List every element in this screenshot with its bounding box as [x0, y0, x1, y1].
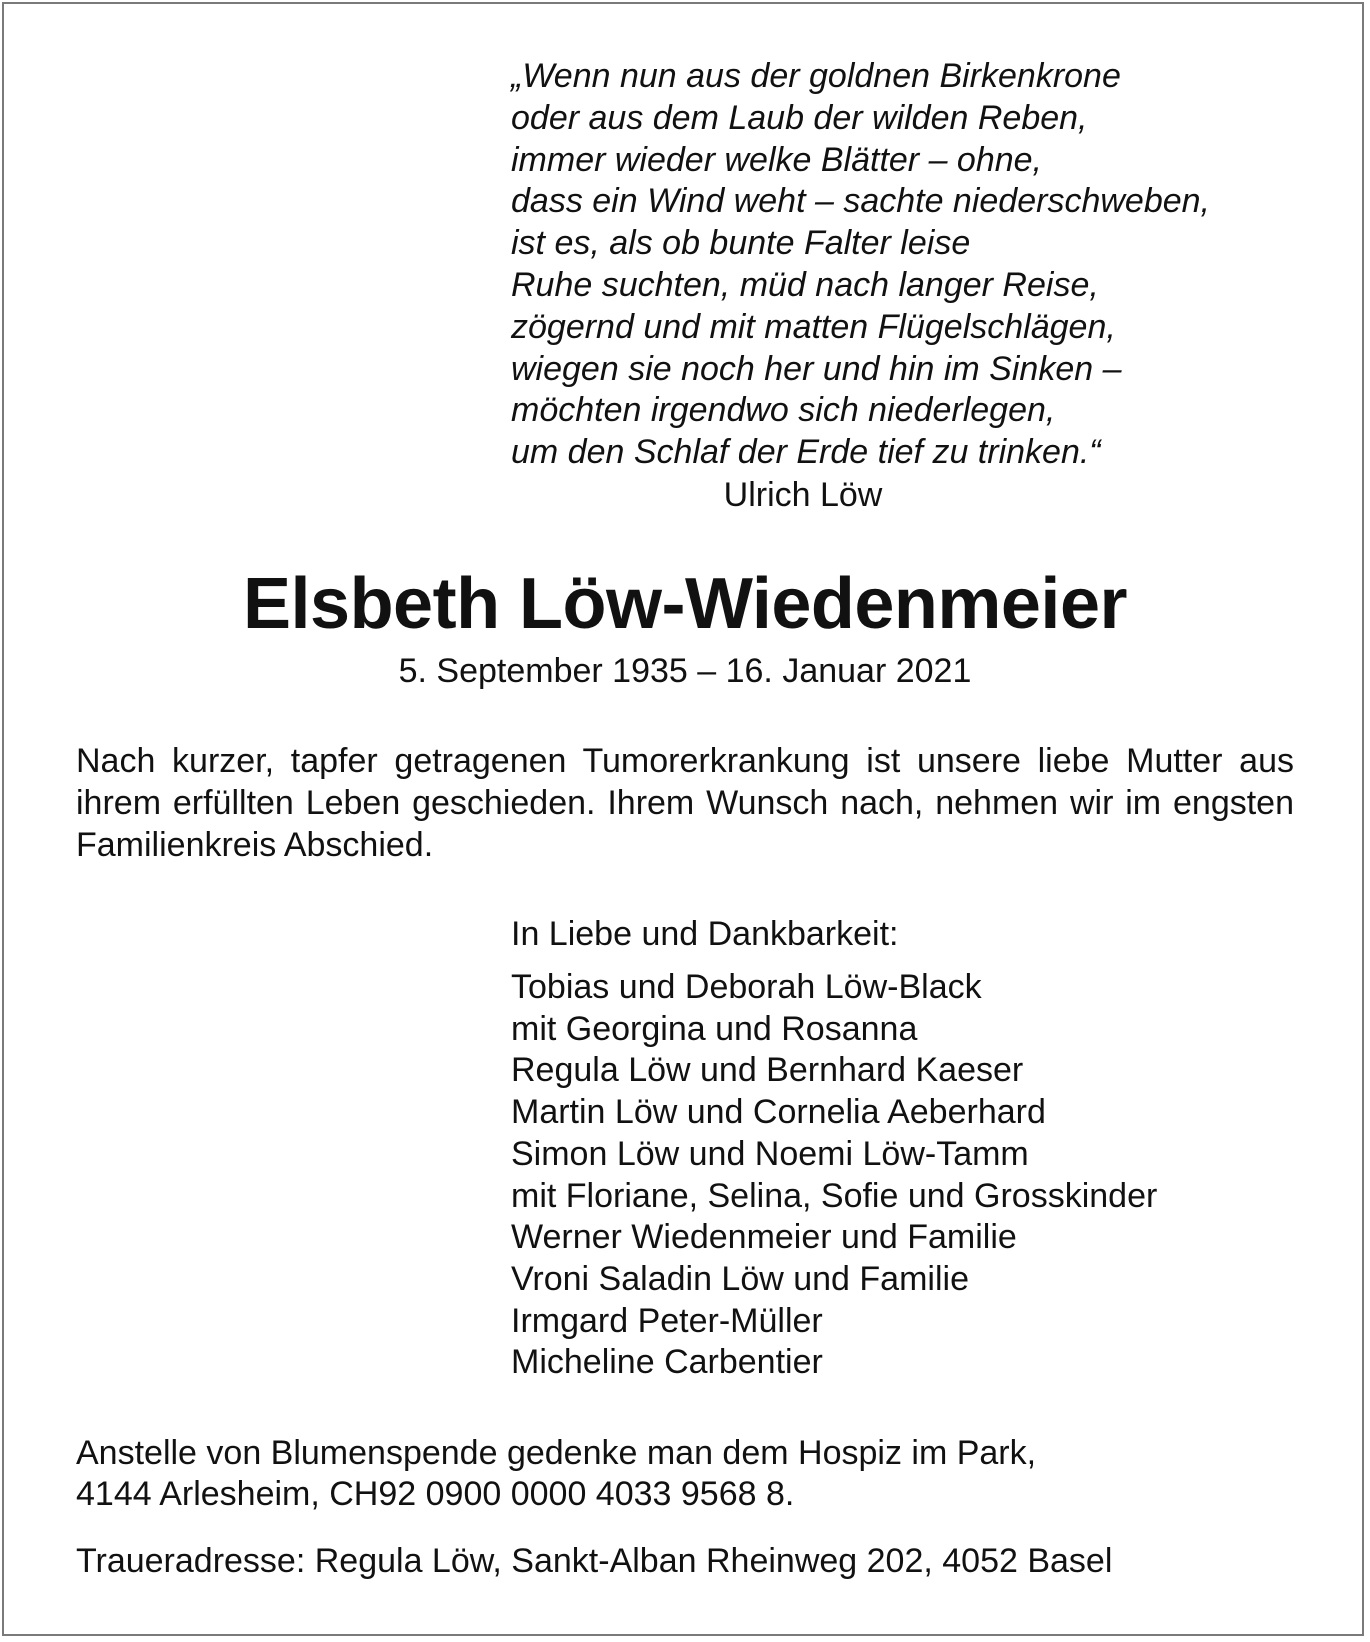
donation-account: 4144 Arlesheim, CH92 0900 0000 4033 9568 8.: [76, 1475, 795, 1513]
donation-line: Anstelle von Blumenspende gedenke man dem Hospiz im Park,: [76, 1434, 1037, 1472]
mourner-line: Werner Wiedenmeier und Familie: [511, 1218, 1017, 1257]
poem-line: Ruhe suchten, müd nach langer Reise,: [511, 265, 1099, 304]
poem-line: möchten irgendwo sich niederlegen,: [511, 391, 1056, 430]
mourner-line: mit Georgina und Rosanna: [511, 1009, 918, 1048]
poem-line: „Wenn nun aus der goldnen Birkenkrone: [511, 57, 1121, 95]
poem-author: Ulrich Löw: [723, 476, 883, 514]
mourners-intro: In Liebe und Dankbarkeit:: [511, 915, 899, 953]
poem: [511, 56, 1271, 474]
mourner-line: Vroni Saladin Löw und Familie: [511, 1259, 969, 1298]
mourners-list: [511, 967, 1157, 1384]
mourner-line: Micheline Carbentier: [511, 1343, 823, 1382]
poem-line: immer wieder welke Blätter – ohne,: [511, 140, 1043, 179]
poem-line: dass ein Wind weht – sachte niederschweben,: [511, 182, 1210, 221]
life-dates: 5. September 1935 – 16. Januar 2021: [398, 652, 972, 690]
poem-line: zögernd und mit matten Flügelschlägen,: [511, 307, 1116, 346]
poem-line: oder aus dem Laub der wilden Reben,: [511, 98, 1088, 137]
deceased-name: Elsbeth Löw-Wiedenmeier: [243, 564, 1127, 644]
mourning-address: Traueradresse: Regula Löw, Sankt-Alban Rheinweg 202, 4052 Basel: [76, 1542, 1113, 1580]
mourner-line: Irmgard Peter-Müller: [511, 1301, 823, 1340]
mourner-line: Martin Löw und Cornelia Aeberhard: [511, 1093, 1046, 1132]
poem-line: wiegen sie noch her und hin im Sinken –: [511, 349, 1122, 388]
poem-line: ist es, als ob bunte Falter leise: [511, 224, 971, 263]
poem-line: um den Schlaf der Erde tief zu trinken.“: [511, 433, 1101, 472]
obituary-message: Nach kurzer, tapfer getragenen Tumorerkrankung ist unsere liebe Mutter aus ihrem erfüllten Leben geschieden. Ihrem Wunsch nach, nehmen wir im engsten Familienkreis Abschied.: [76, 742, 1294, 864]
mourner-line: Simon Löw und Noemi Löw-Tamm: [511, 1134, 1029, 1173]
mourner-line: Regula Löw und Bernhard Kaeser: [511, 1051, 1024, 1090]
donation-note: [76, 1433, 1036, 1515]
mourner-line: mit Floriane, Selina, Sofie und Grosskinder: [511, 1176, 1158, 1215]
mourner-line: Tobias und Deborah Löw-Black: [511, 968, 982, 1006]
